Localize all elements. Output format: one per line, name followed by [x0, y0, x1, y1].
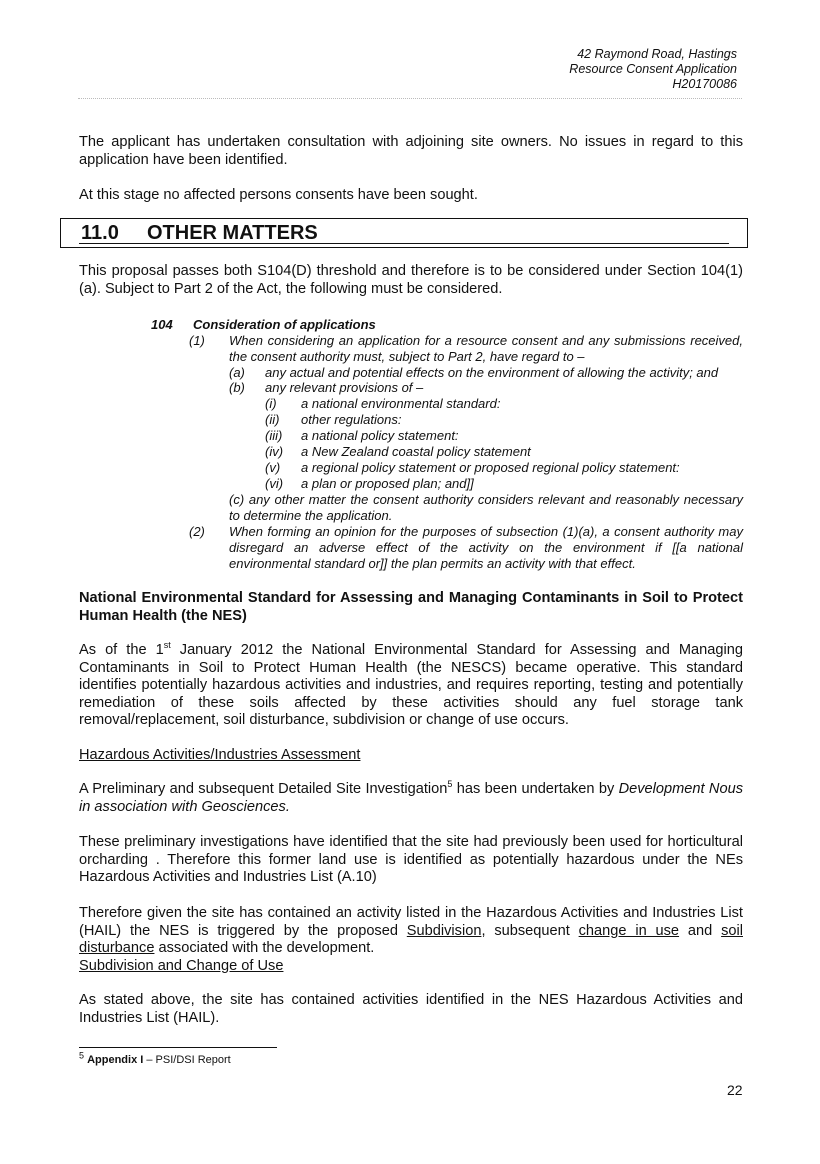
- intro-paragraph-1: The applicant has undertaken consultation with adjoining site owners. No issues in regard to this application have been identified.: [79, 134, 743, 168]
- hazard-paragraph-3: [79, 905, 743, 958]
- section-title: OTHER MATTERS: [147, 222, 318, 244]
- subdivision-subheading: Subdivision and Change of Use: [79, 958, 284, 974]
- subdivision-paragraph: As stated above, the site has contained activities identified in the NES Hazardous Activities and Industries List (HAIL).: [79, 992, 743, 1026]
- footnote-divider: [79, 1047, 277, 1048]
- quote-b-item-text: a national policy statement:: [301, 428, 459, 443]
- hazard-p3-start: Therefore given the site has contained an activity listed in the Hazardous Activities and Industries List (HAIL) the NES is triggered by the proposed: [79, 905, 743, 939]
- quote-clause-2-label: (2): [189, 524, 205, 539]
- quote-b-item-label: (iii): [265, 428, 283, 443]
- header-doc-type: Resource Consent Application: [569, 62, 737, 76]
- hazard-p3-mid-2: and: [679, 922, 722, 939]
- quote-c-text: (c) any other matter the consent authority considers relevant and reasonably necessary to determine the application.: [229, 492, 743, 523]
- hazard-subheading: Hazardous Activities/Industries Assessment: [79, 747, 361, 763]
- quote-b-item-label: (vi): [265, 476, 284, 491]
- quote-clause-1-label: (1): [189, 333, 205, 348]
- quote-a-text: any actual and potential effects on the environment of allowing the activity; and: [265, 365, 719, 380]
- hazard-p1-start: A Preliminary and subsequent Detailed Site Investigation: [79, 781, 448, 797]
- hazard-p3-change-in-use: change in use: [578, 922, 680, 939]
- section-underline: [79, 243, 729, 244]
- footnote-number: 5: [79, 1050, 85, 1061]
- page-number: 22: [727, 1082, 743, 1098]
- hazard-p1-mid: has been undertaken by: [452, 781, 619, 797]
- quote-clause-2-text: When forming an opinion for the purposes of subsection (1)(a), a consent authority may disregard an adverse effect of the activity on the environment if [[a national environmental standard or]] the plan permits an activity with that effect.: [229, 524, 743, 571]
- quote-b-item-text: a regional policy statement or proposed regional policy statement:: [301, 460, 680, 475]
- quote-section-number: 104: [151, 317, 173, 332]
- header-divider: [78, 98, 742, 99]
- quote-b-label: (b): [229, 380, 245, 395]
- quote-b-item-text: a plan or proposed plan; and]]: [301, 476, 474, 491]
- footnote: [79, 1050, 231, 1066]
- hazard-p3-end: associated with the development.: [154, 940, 375, 956]
- footnote-reference: 5: [447, 779, 453, 790]
- nes-paragraph-start: As of the 1: [79, 642, 164, 658]
- quote-b-item-label: (v): [265, 460, 281, 475]
- hazard-p1-authors: Development Nous in association with Geosciences.: [79, 781, 743, 815]
- nes-paragraph-ordinal: st: [163, 640, 171, 651]
- quote-b-item-text: other regulations:: [301, 412, 402, 427]
- hazard-paragraph-2: These preliminary investigations have identified that the site had previously been used for horticultural orcharding . Therefore this former land use is identified as potentially hazardous under the NEs Hazardous Activities and Industries List (A.10): [79, 834, 743, 885]
- section-number: 11.0: [81, 222, 119, 244]
- section-paragraph: This proposal passes both S104(D) threshold and therefore is to be considered under Section 104(1)(a). Subject to Part 2 of the Act, the following must be considered.: [79, 263, 743, 297]
- header-ref: H20170086: [672, 77, 737, 91]
- page-header: [569, 47, 737, 92]
- hazard-p3-subdivision: Subdivision: [406, 922, 482, 939]
- nes-paragraph: [79, 642, 743, 730]
- hazard-p3-mid-1: , subsequent: [481, 922, 579, 939]
- nes-paragraph-rest: January 2012 the National Environmental Standard for Assessing and Managing Contaminants in Soil to Protect Human Health (the NESCS) became operative. This standard identifies potentially hazardous activities and industries, and requires reporting, testing and potentially remediation of these soils affected by these activities should any fuel storage tank removal/replacement, soil disturbance, subdivision or change of use occurs.: [79, 642, 743, 728]
- header-address: 42 Raymond Road, Hastings: [577, 47, 737, 61]
- quote-b-item-text: a New Zealand coastal policy statement: [301, 444, 531, 459]
- quote-b-item-text: a national environmental standard:: [301, 396, 501, 411]
- intro-paragraph-2: At this stage no affected persons consents have been sought.: [79, 187, 478, 203]
- quote-clause-1-text: When considering an application for a resource consent and any submissions received, the consent authority must, subject to Part 2, have regard to –: [229, 333, 743, 364]
- section-heading-box: [60, 218, 748, 248]
- quote-a-label: (a): [229, 365, 245, 380]
- hazard-paragraph-1: [79, 781, 743, 816]
- hazard-p3-soil-disturbance: soil disturbance: [79, 922, 743, 956]
- quote-b-item-label: (i): [265, 396, 277, 411]
- quote-b-item-label: (ii): [265, 412, 280, 427]
- footnote-appendix: Appendix I: [87, 1054, 144, 1066]
- nes-heading: National Environmental Standard for Assessing and Managing Contaminants in Soil to Protect Human Health (the NES): [79, 590, 743, 624]
- quote-title: Consideration of applications: [193, 317, 376, 332]
- footnote-text: – PSI/DSI Report: [143, 1054, 231, 1066]
- quote-b-item-label: (iv): [265, 444, 284, 459]
- quote-b-text: any relevant provisions of –: [265, 380, 424, 395]
